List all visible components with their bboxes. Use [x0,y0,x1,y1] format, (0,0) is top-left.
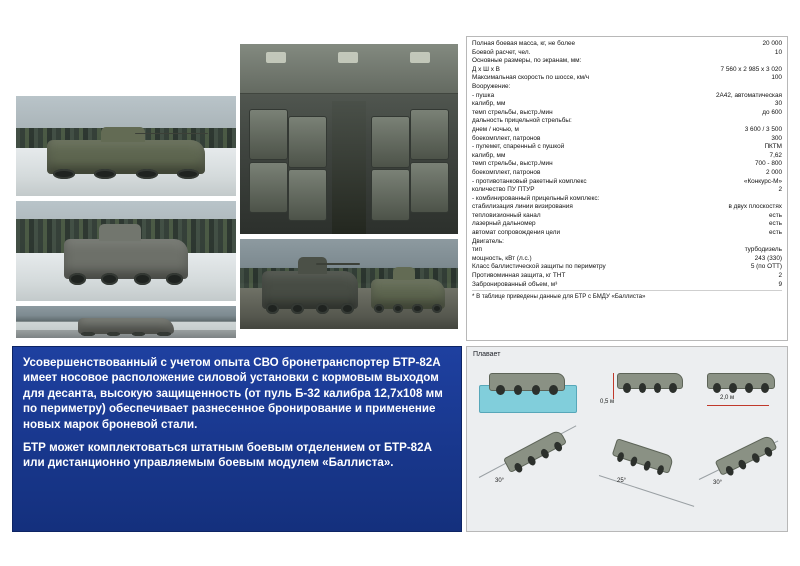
spec-row [472,66,782,75]
poster-sheet [8,28,792,538]
spec-row [472,160,782,169]
photo-btr-side-view-winter [16,96,236,196]
dimension-line-step [613,373,614,399]
spec-label: Двигатель: [472,237,504,245]
angle-label-side: 25° [617,478,627,484]
spec-value: в двух плоскостях [728,203,782,211]
spec-row [472,117,782,126]
diagram-vehicle-floating [489,373,565,391]
spec-label: Вооружение: [472,82,511,90]
spec-label: тип [472,246,482,254]
angle-label-right: 30° [713,480,723,486]
dimension-line-trench [707,405,769,406]
spec-table-note: * В таблице приведены данные для БТР с БМДУ «Баллиста» [472,293,646,301]
spec-row [472,220,782,229]
spec-value: 9 [778,280,782,288]
spec-value: есть [768,211,782,219]
spec-label: боекомплект, патронов [472,168,541,176]
spec-value: 2 [778,186,782,194]
spec-label: боекомплект, патронов [472,134,541,142]
slope-surface-side [599,475,694,507]
spec-value: 7,62 [769,151,782,159]
spec-label: Противоминная защита, кг ТНТ [472,272,566,280]
spec-label: автомат сопровождения цели [472,229,561,237]
spec-row [472,178,782,187]
spec-label: Максимальная скорость по шоссе, км/ч [472,74,590,82]
spec-value: 20 000 [762,40,782,47]
spec-row [472,203,782,212]
spec-row [472,195,782,204]
spec-value: 5 (по ОТТ) [750,263,782,271]
spec-value: 243 (330) [754,254,782,262]
spec-label: дальность прицельной стрельбы: [472,117,572,125]
spec-value: 300 [771,134,782,142]
spec-label: калибр, мм [472,100,506,108]
spec-row [472,126,782,135]
spec-label: - комбинированный прицельный комплекс: [472,194,600,202]
photo-btr-road-view [16,306,236,338]
spec-label: - противотанковый ракетный комплекс [472,177,587,185]
spec-row [472,169,782,178]
spec-label: лазерный дальномер [472,220,536,228]
spec-label: тепловизионный канал [472,211,541,219]
description-paragraph-1: Усовершенствованный с учетом опыта СВО бронетранспортер БТР-82А имеет носовое расположение силовой установки с кормовым выходом для десанта, высокую защищенность (от пуль Б-32 калибра 12,7х108 мм по периметру) обеспечивает разнесенное бронирование и применение новых марок броневой стали. [23,356,443,431]
spec-row [472,246,782,255]
spec-label: Класс баллистической защиты по периметру [472,263,606,271]
spec-label: количество ПУ ПТУР [472,186,535,194]
diagram-vehicle-trench [707,373,775,389]
spec-value: 2 [778,272,782,280]
spec-value: есть [768,220,782,228]
diagram-label-floats: Плавает [473,351,501,358]
spec-value: 700 - 800 [754,160,782,168]
photo-troop-compartment-interior [240,44,458,234]
spec-label: Забронированный объем, м³ [472,280,558,288]
spec-row [472,74,782,83]
spec-value: 7 560 х 2 985 х 3 020 [720,65,782,73]
diagram-vehicle-step-obstacle [617,373,683,389]
spec-row [472,143,782,152]
spec-value: 30 [774,100,782,108]
spec-row [472,272,782,281]
spec-row [472,263,782,272]
spec-value: 3 600 / 3 500 [744,125,782,133]
spec-value: «Конкурс-М» [743,177,782,185]
spec-label: - пулемет, спаренный с пушкой [472,143,565,151]
spec-value: 100 [771,74,782,82]
angle-label-left: 30° [495,478,505,484]
spec-value: 2А42, автоматическая [715,91,782,99]
spec-row [472,100,782,109]
dimension-trench-text: 2,0 м [720,395,735,401]
spec-row [472,238,782,247]
photo-btr-front-view-winter [16,201,236,301]
spec-label: мощность, кВт (л.с.) [472,254,532,262]
spec-row [472,135,782,144]
spec-row [472,281,782,290]
spec-value: до 600 [762,108,782,116]
spec-row [472,57,782,66]
spec-label: калибр, мм [472,151,506,159]
spec-label: - пушка [472,91,495,99]
spec-row [472,49,782,58]
photo-collage [12,36,462,341]
spec-value: 10 [774,48,782,56]
spec-label: Полная боевая масса, кг, не более [472,40,576,47]
spec-value: ПКТМ [764,143,782,151]
photo-btr-rear-view-field [240,239,458,329]
specification-table [466,36,788,341]
spec-label: Основные размеры, по экранам, мм: [472,57,582,65]
diagram-vehicle-slope-right [715,434,778,476]
spec-label: стабилизация линии визирования [472,203,573,211]
spec-value: 2 000 [766,168,782,176]
description-paragraph-2: БТР может комплектоваться штатным боевым отделением от БТР-82А или дистанционно управляемым боевым модулем «Баллиста». [23,441,432,470]
spec-row [472,186,782,195]
description-panel [12,346,462,532]
spec-label: темп стрельбы, выстр./мин [472,108,553,116]
spec-label: темп стрельбы, выстр./мин [472,160,553,168]
spec-label: Д х Ш х В [472,65,500,73]
spec-row [472,83,782,92]
spec-value: турбодизель [744,246,782,254]
spec-label: днем / ночью, м [472,125,519,133]
diagram-vehicle-side-slope [612,438,675,474]
spec-row [472,229,782,238]
table-divider [472,290,782,291]
diagram-vehicle-slope-left [503,429,567,473]
dimension-step-text: 0,5 м [600,399,615,405]
spec-value: есть [768,229,782,237]
capability-diagram [466,346,788,532]
spec-label: Боевой расчет, чел. [472,48,531,56]
spec-row [472,40,782,49]
spec-row [472,92,782,101]
